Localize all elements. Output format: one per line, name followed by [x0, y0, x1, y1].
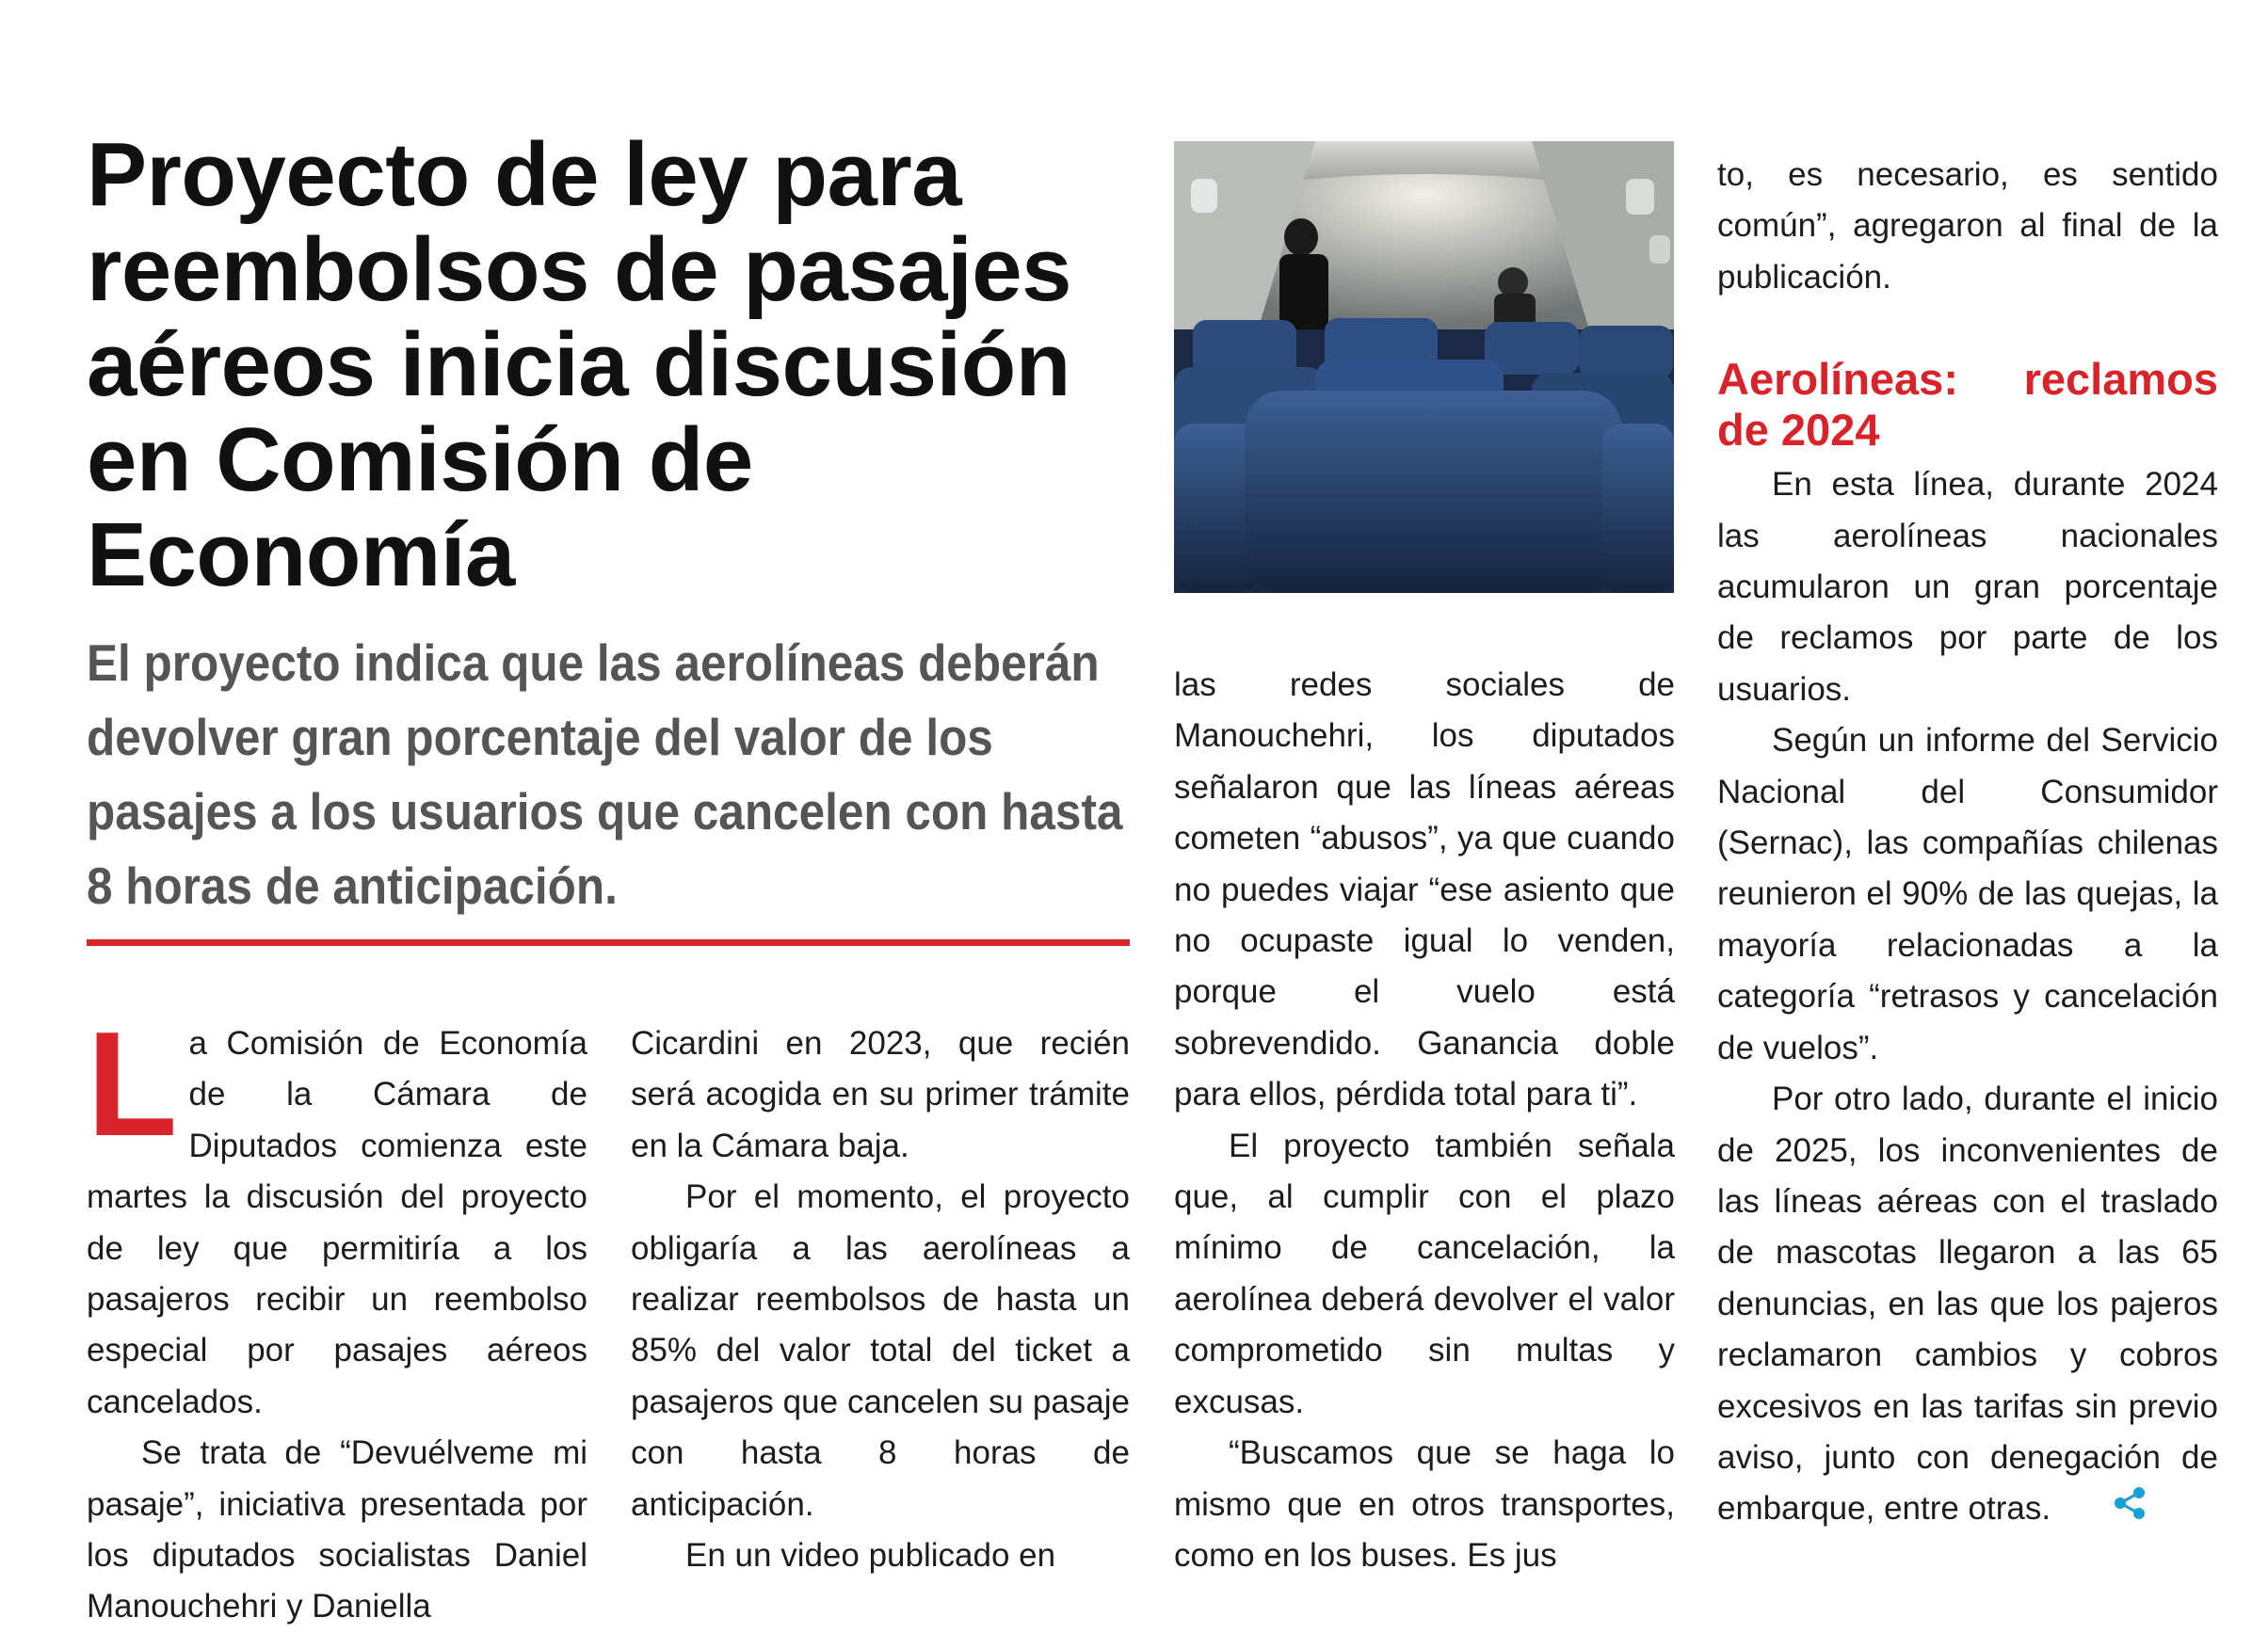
paragraph: Se trata de “Devuélveme mi pasaje”, iniciativa presentada por los diputados socialistas Daniel Manouchehri y Daniella	[87, 1434, 587, 1625]
share-icon[interactable]	[2056, 1484, 2148, 1537]
paragraph: El proyecto también señala que, al cumplir con el plazo mínimo de cancelación, la aerolínea deberá devolver el valor comprometido sin multas y excusas.	[1174, 1127, 1675, 1420]
text-column-3	[1174, 660, 1675, 1581]
paragraph: to, es necesario, es sentido común”, agregaron al final de la publicación.	[1717, 156, 2218, 296]
paragraph: Cicardini en 2023, que recién será acogida en su primer trámite en la Cámara baja.	[631, 1025, 1130, 1164]
paragraph: las redes sociales de Manouchehri, los diputados señalaron que las líneas aéreas cometen “abusos”, ya que cuando no puedes viajar “ese asiento que no ocupaste igual lo venden, porque el vuelo está sobrevendido. Ganancia doble para ellos, pérdida total para ti”.	[1174, 666, 1675, 1113]
paragraph: En esta línea, durante 2024 las aerolíneas nacionales acumularon un gran porcentaje de reclamos por parte de los usuarios.	[1717, 466, 2218, 708]
article-subheadline: El proyecto indica que las aerolíneas deberán devolver gran porcentaje del valor de los pasajes a los usuarios que cancelen con hasta 8 horas de anticipación.	[87, 633, 1123, 915]
dropcap-letter: L	[87, 1001, 178, 1167]
paragraph: a Comisión de Economía de la Cámara de Diputados comienza este martes la discusión del proyecto de ley que permitiría a los pasajeros recibir un reembolso especial por pasajes aéreos cancelados.	[87, 1025, 587, 1420]
paragraph: En un video publicado en	[685, 1537, 1056, 1575]
red-divider	[87, 939, 1130, 946]
text-column-2	[631, 1018, 1130, 1581]
text-column-1	[87, 1001, 587, 1633]
paragraph: Por el momento, el proyecto obligaría a las aerolíneas a realizar reembolsos de hasta un 85% del valor total del ticket a pasajeros que cancelen su pasaje con hasta 8 horas de anticipación.	[631, 1178, 1130, 1523]
article-headline: Proyecto de ley para reembolsos de pasajes aéreos inicia discusión en Comisión de Economía	[87, 124, 1072, 605]
paragraph: Según un informe del Servicio Nacional del Consumidor (Sernac), las compañías chilenas reunieron el 90% de las quejas, la mayoría relacionadas a la categoría “retrasos y cancelación de vuelos”.	[1717, 722, 2218, 1066]
section-heading: Aerolíneas: reclamos de 2024	[1717, 354, 2218, 456]
paragraph: “Buscamos que se haga lo mismo que en otros transportes, como en los buses. Es jus	[1174, 1434, 1675, 1574]
airplane-cabin-photo	[1174, 141, 1674, 593]
text-column-4	[1717, 150, 2218, 1537]
paragraph: Por otro lado, durante el inicio de 2025, los inconvenientes de las líneas aéreas con el traslado de mascotas llegaron a las 65 denuncias, en las que los pajeros reclamaron cambios y cobros excesivos en las tarifas sin previo aviso, junto con denegación de embarque, entre otras.	[1717, 1081, 2218, 1528]
